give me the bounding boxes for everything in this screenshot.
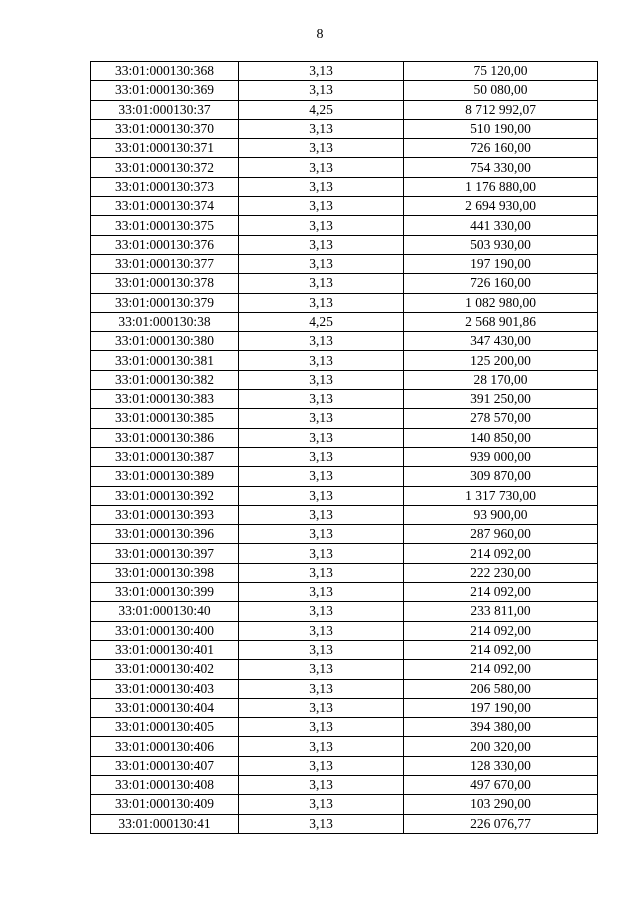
rate-cell: 3,13 [239,660,404,679]
rate-cell: 3,13 [239,737,404,756]
value-cell: 394 380,00 [404,718,598,737]
value-cell: 125 200,00 [404,351,598,370]
value-cell: 1 082 980,00 [404,293,598,312]
cadastral-number-cell: 33:01:000130:379 [91,293,239,312]
table-row [91,197,598,216]
cadastral-number-cell: 33:01:000130:41 [91,814,239,833]
table-row [91,602,598,621]
rate-cell: 3,13 [239,293,404,312]
value-cell: 309 870,00 [404,467,598,486]
value-cell: 2 568 901,86 [404,312,598,331]
table-row [91,81,598,100]
cadastral-number-cell: 33:01:000130:368 [91,62,239,81]
cadastral-number-cell: 33:01:000130:40 [91,602,239,621]
cadastral-number-cell: 33:01:000130:399 [91,583,239,602]
table-row [91,679,598,698]
value-cell: 347 430,00 [404,332,598,351]
value-cell: 1 176 880,00 [404,177,598,196]
rate-cell: 3,13 [239,254,404,273]
table-row [91,447,598,466]
value-cell: 503 930,00 [404,235,598,254]
cadastral-number-cell: 33:01:000130:378 [91,274,239,293]
rate-cell: 3,13 [239,197,404,216]
cadastral-number-cell: 33:01:000130:400 [91,621,239,640]
cadastral-number-cell: 33:01:000130:389 [91,467,239,486]
table-row [91,718,598,737]
value-cell: 497 670,00 [404,775,598,794]
cadastral-number-cell: 33:01:000130:407 [91,756,239,775]
value-cell: 226 076,77 [404,814,598,833]
rate-cell: 3,13 [239,139,404,158]
value-cell: 214 092,00 [404,583,598,602]
cadastral-number-cell: 33:01:000130:383 [91,390,239,409]
rate-cell: 3,13 [239,428,404,447]
table-row [91,505,598,524]
cadastral-number-cell: 33:01:000130:372 [91,158,239,177]
rate-cell: 3,13 [239,602,404,621]
value-cell: 103 290,00 [404,795,598,814]
rate-cell: 3,13 [239,718,404,737]
table-row [91,621,598,640]
table-row [91,775,598,794]
value-cell: 754 330,00 [404,158,598,177]
value-cell: 75 120,00 [404,62,598,81]
rate-cell: 3,13 [239,370,404,389]
value-cell: 214 092,00 [404,660,598,679]
rate-cell: 3,13 [239,814,404,833]
rate-cell: 3,13 [239,775,404,794]
table-row [91,274,598,293]
rate-cell: 3,13 [239,274,404,293]
rate-cell: 3,13 [239,216,404,235]
cadastral-number-cell: 33:01:000130:369 [91,81,239,100]
rate-cell: 4,25 [239,312,404,331]
rate-cell: 3,13 [239,525,404,544]
value-cell: 214 092,00 [404,544,598,563]
cadastral-number-cell: 33:01:000130:380 [91,332,239,351]
value-cell: 197 190,00 [404,698,598,717]
table-row [91,583,598,602]
table-row [91,390,598,409]
table-row [91,119,598,138]
table-row [91,544,598,563]
cadastral-number-cell: 33:01:000130:393 [91,505,239,524]
table-row [91,698,598,717]
cadastral-number-cell: 33:01:000130:408 [91,775,239,794]
cadastral-number-cell: 33:01:000130:401 [91,640,239,659]
rate-cell: 3,13 [239,544,404,563]
table-row [91,486,598,505]
value-cell: 2 694 930,00 [404,197,598,216]
rate-cell: 3,13 [239,583,404,602]
rate-cell: 3,13 [239,756,404,775]
value-cell: 214 092,00 [404,621,598,640]
cadastral-number-cell: 33:01:000130:374 [91,197,239,216]
rate-cell: 3,13 [239,235,404,254]
value-cell: 93 900,00 [404,505,598,524]
rate-cell: 3,13 [239,505,404,524]
rate-cell: 3,13 [239,332,404,351]
cadastral-number-cell: 33:01:000130:387 [91,447,239,466]
value-cell: 206 580,00 [404,679,598,698]
cadastral-number-cell: 33:01:000130:375 [91,216,239,235]
rate-cell: 3,13 [239,158,404,177]
table-row [91,216,598,235]
rate-cell: 3,13 [239,62,404,81]
cadastral-number-cell: 33:01:000130:386 [91,428,239,447]
cadastral-number-cell: 33:01:000130:403 [91,679,239,698]
table-row [91,409,598,428]
table-row [91,62,598,81]
table-row [91,563,598,582]
table-row [91,467,598,486]
rate-cell: 3,13 [239,409,404,428]
rate-cell: 3,13 [239,447,404,466]
cadastral-number-cell: 33:01:000130:376 [91,235,239,254]
cadastral-number-cell: 33:01:000130:406 [91,737,239,756]
table-row [91,814,598,833]
cadastral-number-cell: 33:01:000130:381 [91,351,239,370]
table-row [91,428,598,447]
table-row [91,139,598,158]
table-row [91,254,598,273]
table-row [91,640,598,659]
value-cell: 50 080,00 [404,81,598,100]
cadastral-number-cell: 33:01:000130:402 [91,660,239,679]
rate-cell: 3,13 [239,177,404,196]
rate-cell: 3,13 [239,679,404,698]
cadastral-number-cell: 33:01:000130:385 [91,409,239,428]
value-cell: 8 712 992,07 [404,100,598,119]
value-cell: 214 092,00 [404,640,598,659]
value-cell: 726 160,00 [404,274,598,293]
cadastral-number-cell: 33:01:000130:392 [91,486,239,505]
cadastral-number-cell: 33:01:000130:396 [91,525,239,544]
value-cell: 441 330,00 [404,216,598,235]
cadastral-number-cell: 33:01:000130:373 [91,177,239,196]
rate-cell: 3,13 [239,698,404,717]
value-cell: 200 320,00 [404,737,598,756]
rate-cell: 3,13 [239,390,404,409]
value-cell: 510 190,00 [404,119,598,138]
value-cell: 140 850,00 [404,428,598,447]
rate-cell: 3,13 [239,795,404,814]
rate-cell: 3,13 [239,640,404,659]
value-cell: 939 000,00 [404,447,598,466]
table-row [91,293,598,312]
table-row [91,351,598,370]
cadastral-number-cell: 33:01:000130:382 [91,370,239,389]
table-row [91,370,598,389]
value-cell: 28 170,00 [404,370,598,389]
rate-cell: 3,13 [239,621,404,640]
cadastral-table [90,61,598,834]
value-cell: 233 811,00 [404,602,598,621]
value-cell: 222 230,00 [404,563,598,582]
rate-cell: 4,25 [239,100,404,119]
value-cell: 278 570,00 [404,409,598,428]
cadastral-number-cell: 33:01:000130:37 [91,100,239,119]
rate-cell: 3,13 [239,351,404,370]
table-row [91,660,598,679]
cadastral-number-cell: 33:01:000130:377 [91,254,239,273]
value-cell: 287 960,00 [404,525,598,544]
value-cell: 197 190,00 [404,254,598,273]
cadastral-number-cell: 33:01:000130:398 [91,563,239,582]
cadastral-number-cell: 33:01:000130:38 [91,312,239,331]
table-row [91,100,598,119]
table-row [91,332,598,351]
table-row [91,795,598,814]
page-number: 8 [316,27,324,42]
cadastral-number-cell: 33:01:000130:409 [91,795,239,814]
cadastral-number-cell: 33:01:000130:370 [91,119,239,138]
rate-cell: 3,13 [239,119,404,138]
table-row [91,235,598,254]
cadastral-number-cell: 33:01:000130:405 [91,718,239,737]
table-row [91,756,598,775]
rate-cell: 3,13 [239,467,404,486]
cadastral-number-cell: 33:01:000130:371 [91,139,239,158]
value-cell: 128 330,00 [404,756,598,775]
rate-cell: 3,13 [239,486,404,505]
value-cell: 726 160,00 [404,139,598,158]
table-row [91,312,598,331]
value-cell: 1 317 730,00 [404,486,598,505]
rate-cell: 3,13 [239,563,404,582]
table-row [91,525,598,544]
table-row [91,158,598,177]
table-row [91,177,598,196]
value-cell: 391 250,00 [404,390,598,409]
table-row [91,737,598,756]
cadastral-number-cell: 33:01:000130:397 [91,544,239,563]
cadastral-number-cell: 33:01:000130:404 [91,698,239,717]
rate-cell: 3,13 [239,81,404,100]
